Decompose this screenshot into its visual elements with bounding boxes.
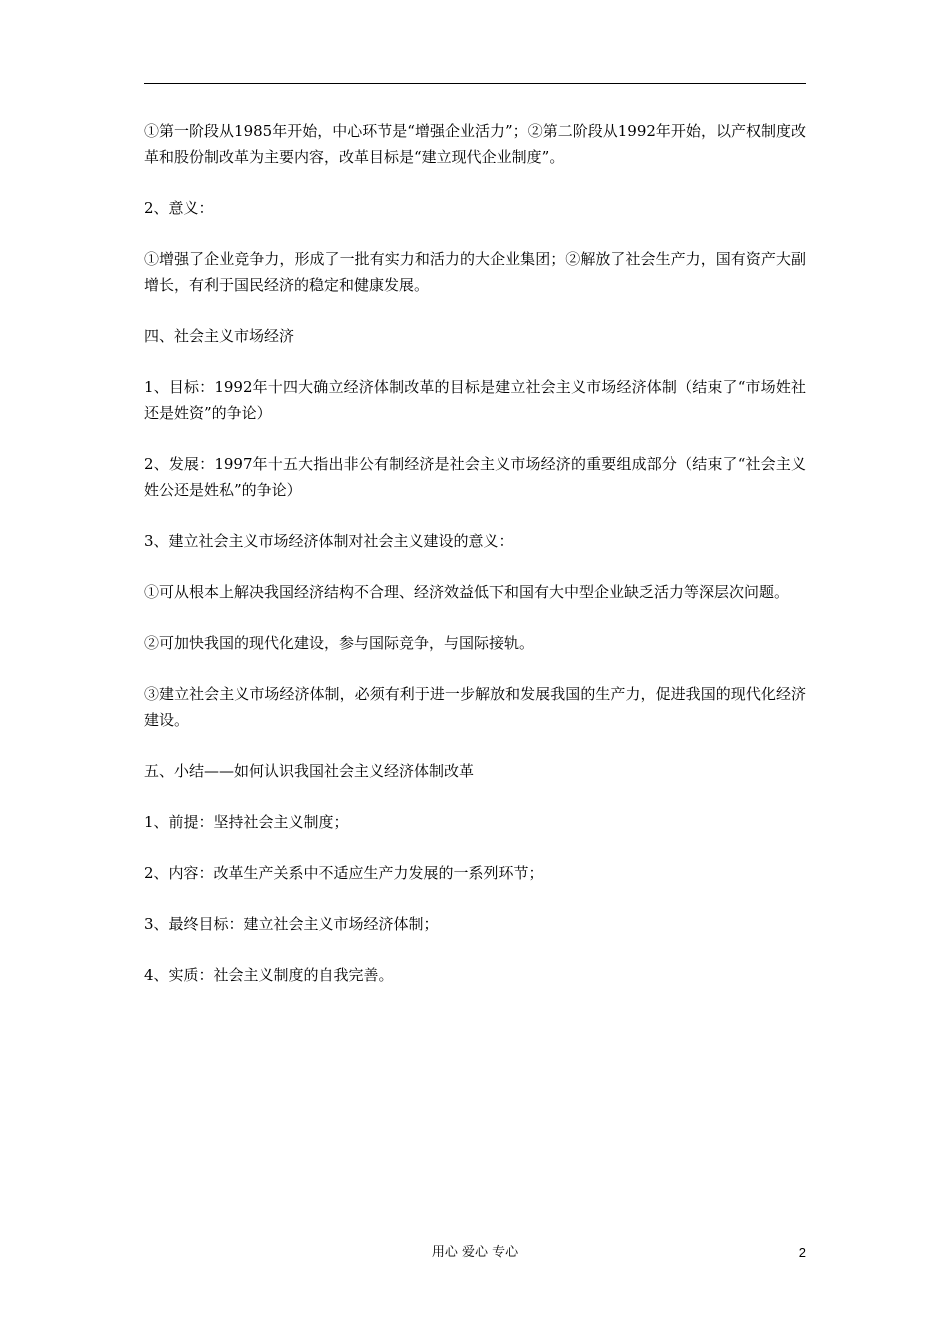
paragraph: 1、前提：坚持社会主义制度； [144, 813, 349, 831]
paragraph: 1、目标：1992年十四大确立经济体制改革的目标是建立社会主义市场经济体制（结束了“市场姓社还是姓资”的争论） [144, 378, 806, 422]
paragraph: 3、最终目标：建立社会主义市场经济体制； [144, 915, 439, 933]
paragraph: 2、意义： [144, 199, 214, 217]
paragraph: ①第一阶段从1985年开始，中心环节是“增强企业活力”；②第二阶段从1992年开始，以产权制度改革和股份制改革为主要内容，改革目标是“建立现代企业制度”。 [144, 122, 806, 166]
section-heading: 四、社会主义市场经济 [144, 327, 295, 345]
document-body [144, 118, 806, 1013]
paragraph: ②可加快我国的现代化建设，参与国际竞争，与国际接轨。 [144, 634, 535, 652]
page-number: 2 [798, 1245, 806, 1260]
paragraph: ③建立社会主义市场经济体制，必须有利于进一步解放和发展我国的生产力，促进我国的现代化经济建设。 [144, 685, 806, 729]
header-rule [144, 83, 806, 84]
footer-text: 用心 爱心 专心 [431, 1245, 519, 1260]
paragraph: ①增强了企业竞争力，形成了一批有实力和活力的大企业集团；②解放了社会生产力，国有资产大副增长，有利于国民经济的稳定和健康发展。 [144, 250, 806, 294]
paragraph: ①可从根本上解决我国经济结构不合理、经济效益低下和国有大中型企业缺乏活力等深层次问题。 [144, 583, 790, 601]
paragraph: 2、发展：1997年十五大指出非公有制经济是社会主义市场经济的重要组成部分（结束了“社会主义姓公还是姓私”的争论） [144, 455, 806, 499]
paragraph: 2、内容：改革生产关系中不适应生产力发展的一系列环节； [144, 864, 544, 882]
paragraph: 4、实质：社会主义制度的自我完善。 [144, 966, 394, 984]
section-heading: 五、小结——如何认识我国社会主义经济体制改革 [144, 762, 475, 780]
paragraph: 3、建立社会主义市场经济体制对社会主义建设的意义： [144, 532, 514, 550]
